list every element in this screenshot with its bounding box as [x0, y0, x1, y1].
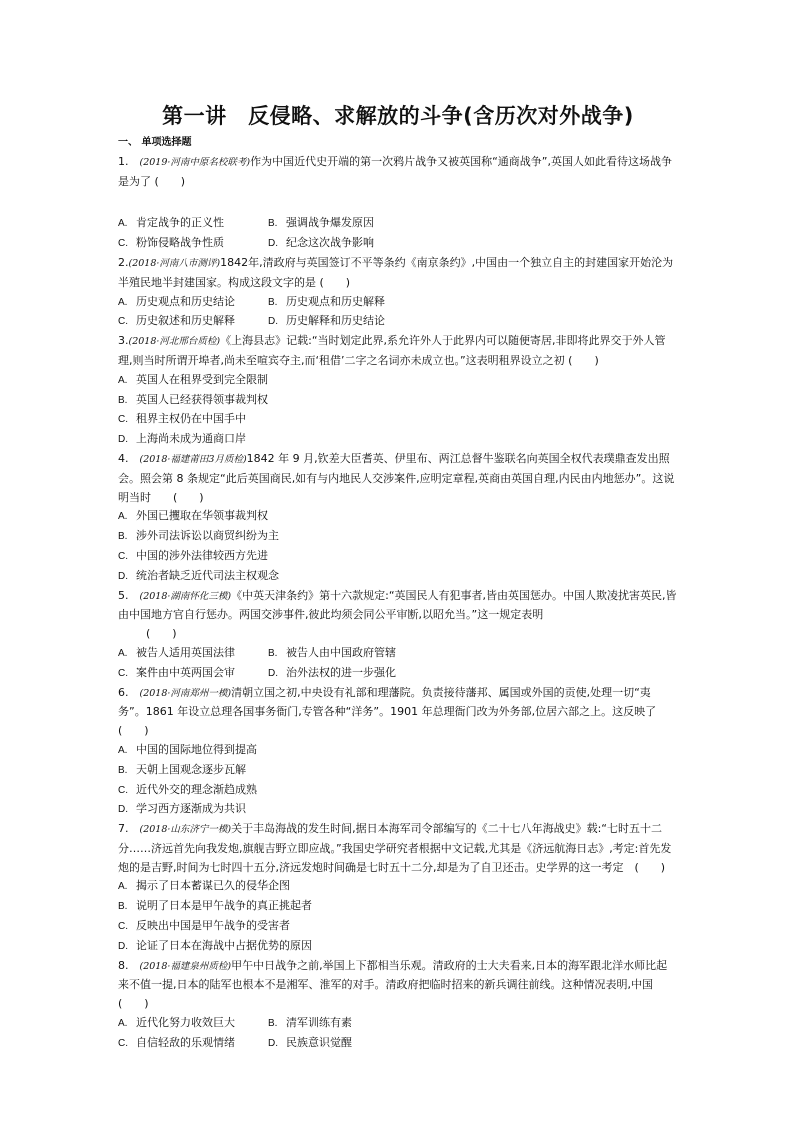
option-letter: D. [118, 434, 128, 446]
question-number: 2. [118, 255, 129, 269]
option-text: 历史叙述和历史解释 [136, 314, 235, 328]
option-letter: A. [118, 744, 128, 756]
option-row [118, 312, 678, 332]
option-row [118, 897, 678, 917]
option-text: 说明了日本是甲午战争的真正挑起者 [136, 899, 312, 913]
question-6 [118, 684, 678, 821]
option-text: 天朝上国观念逐步瓦解 [136, 762, 246, 776]
question-text: 清朝立国之初,中央设有礼部和理藩院。负责接待藩邦、属国或外国的贡使,处理一切“夷务”。1861 年设立总理各国事务衙门,专管各种“洋务”。1901 年总理衙门改为外务部,位居六部之上。这反映了 ( ) [118, 685, 668, 738]
option-letter: A. [118, 511, 128, 523]
question-stem [118, 820, 678, 877]
option-letter: D. [268, 667, 278, 679]
option-text: 英国人在租界受到完全限制 [136, 372, 268, 386]
option-letter: D. [118, 804, 128, 816]
option-letter: B. [268, 218, 278, 230]
option-text: 肯定战争的正义性 [136, 216, 224, 230]
option-text: 强调战争爆发原因 [286, 216, 374, 230]
option-row [118, 527, 678, 547]
option-text: 民族意识觉醒 [286, 1035, 352, 1049]
option-letter: C. [118, 667, 128, 679]
option-letter: C. [118, 550, 128, 562]
option-text: 揭示了日本蓄谋已久的侵华企图 [136, 879, 290, 893]
option-text: 涉外司法诉讼以商贸纠纷为主 [136, 529, 279, 543]
question-source: (2018·山东济宁一模) [139, 824, 232, 836]
option-text: 近代外交的理念渐趋成熟 [136, 782, 257, 796]
option-row [118, 781, 678, 801]
question-text: 1842 年 9 月,钦差大臣耆英、伊里布、两江总督牛鉴联名向英国全权代表璞鼎查发出照会。照会第 8 条规定“此后英国商民,如有与内地民人交涉案件,应明定章程,英商由英国自理,内民由内地惩办”。这说明当时 ( ) [118, 451, 675, 504]
option-text: 外国已攫取在华领事裁判权 [136, 509, 268, 523]
question-2 [118, 254, 678, 332]
option-text: 近代化努力收效巨大 [136, 1016, 235, 1030]
option-text: 历史解释和历史结论 [286, 314, 385, 328]
answer-bracket: ( ) [146, 627, 177, 641]
option-text: 清军训练有素 [286, 1016, 352, 1030]
option-row [118, 664, 678, 684]
option-text: 被告人由中国政府管辖 [286, 645, 396, 659]
option-letter: C. [118, 784, 128, 796]
question-source: (2018·河北邢台质检) [128, 336, 221, 348]
question-source: (2018·福建莆田3月质检) [139, 453, 247, 465]
question-number: 8. [118, 958, 129, 972]
option-letter: A. [118, 296, 128, 308]
option-row [118, 391, 678, 411]
option-text: 英国人已经获得领事裁判权 [136, 392, 268, 406]
option-row [118, 741, 678, 761]
question-text: 1842年,清政府与英国签订不平等条约《南京条约》,中国由一个独立自主的封建国家开始沦为半殖民地半封建国家。构成这段文字的是 ( ) [118, 255, 674, 289]
question-stem [118, 587, 678, 626]
question-stem [118, 153, 678, 192]
option-text: 中国的涉外法律较西方先进 [136, 548, 268, 562]
question-5 [118, 587, 678, 684]
question-number: 7. [118, 822, 129, 836]
question-source: (2019·河南中原名校联考) [139, 157, 251, 168]
question-number: 3. [118, 334, 129, 348]
question-text: 《中英天津条约》第十六款规定:“英国民人有犯事者,皆由英国惩办。中国人欺凌扰害英民,皆由中国地方官自行惩办。两国交涉事件,彼此均须会同公平审断,以昭允当。”这一规定表明 [118, 588, 677, 622]
option-letter: A. [118, 647, 128, 659]
option-row [118, 917, 678, 937]
option-text: 上海尚未成为通商口岸 [136, 432, 246, 446]
question-source: (2018·湖南怀化三模) [139, 590, 232, 602]
page-title: 第一讲 反侵略、求解放的斗争(含历次对外战争) [162, 104, 634, 128]
option-text: 纪念这次战争影响 [286, 236, 374, 250]
option-letter: B. [268, 1018, 278, 1030]
question-number: 5. [118, 588, 129, 602]
option-row [118, 877, 678, 897]
option-letter: B. [118, 764, 128, 776]
option-row [118, 1014, 678, 1034]
option-text: 被告人适用英国法律 [136, 645, 235, 659]
option-row [118, 1034, 678, 1054]
question-stem [118, 450, 678, 507]
option-letter: C. [118, 414, 128, 426]
option-row [118, 761, 678, 781]
option-text: 历史观点和历史解释 [286, 294, 385, 308]
option-letter: A. [118, 374, 128, 386]
question-3 [118, 332, 678, 450]
option-letter: B. [118, 531, 128, 543]
option-letter: C. [118, 921, 128, 933]
option-row [118, 937, 678, 957]
option-letter: C. [118, 1037, 128, 1049]
option-letter: C. [118, 316, 128, 328]
option-letter: A. [118, 1018, 128, 1030]
question-4 [118, 450, 678, 587]
question-1 [118, 153, 678, 254]
question-source: (2018·福建泉州质检) [139, 960, 232, 972]
option-row [118, 371, 678, 391]
option-letter: B. [118, 394, 128, 406]
section-heading: 一、 单项选择题 [118, 137, 192, 148]
option-letter: D. [268, 1037, 278, 1049]
option-row [118, 410, 678, 430]
option-letter: C. [118, 238, 128, 250]
question-stem [118, 254, 678, 293]
question-8 [118, 957, 678, 1054]
option-letter: D. [118, 940, 128, 952]
option-letter: D. [268, 316, 278, 328]
option-text: 论证了日本在海战中占据优势的原因 [136, 938, 312, 952]
option-text: 学习西方逐渐成为共识 [136, 802, 246, 816]
question-number: 1. [118, 155, 129, 168]
option-text: 治外法权的进一步强化 [286, 665, 396, 679]
option-letter: A. [118, 881, 128, 893]
option-row [118, 507, 678, 527]
option-text: 反映出中国是甲午战争的受害者 [136, 919, 290, 933]
option-row [118, 547, 678, 567]
option-row [118, 644, 678, 664]
question-text: 作为中国近代史开端的第一次鸦片战争又被英国称“通商战争”,英国人如此看待这场战争是为了 ( ) [118, 155, 673, 188]
question-text: 《上海县志》记载:“当时划定此界,系允许外人于此界内可以随便寄居,非即将此界交于外人管理,则当时所谓开埠者,尚未至喧宾夺主,而‘租借’二字之名词亦未成立也。”这表明租界设立之初 ( ) [118, 334, 666, 367]
option-letter: D. [118, 570, 128, 582]
option-letter: B. [268, 296, 278, 308]
question-source: (2018·河南郑州一模) [139, 687, 232, 699]
option-text: 案件由中英两国会审 [136, 665, 235, 679]
option-row [118, 214, 678, 234]
question-stem [118, 332, 678, 371]
option-letter: B. [268, 647, 278, 659]
option-row [118, 567, 678, 587]
question-stem [118, 684, 678, 741]
option-row [118, 234, 678, 254]
question-text: 甲午中日战争之前,举国上下都相当乐观。清政府的士大夫看来,日本的海军跟北洋水师比起来不值一提,日本的陆军也根本不是湘军、淮军的对手。清政府把临时招来的新兵调往前线。这种情况表明,中国 ( ) [118, 958, 668, 1011]
question-text: 关于丰岛海战的发生时间,据日本海军司令部编写的《二十七八年海战史》载:“七时五十二分……济远首先向我发炮,旗舰吉野立即应战。”我国史学研究者根据中文记载,尤其是《济远航海日志》,考定:首先发炮的是吉野,时间为七时四十五分,济远发炮时间确是七时五十二分,却是为了自卫还击。史学界的这一考定 ( ) [118, 822, 672, 874]
option-text: 中国的国际地位得到提高 [136, 742, 257, 756]
option-letter: D. [268, 238, 278, 250]
option-text: 粉饰侵略战争性质 [136, 236, 224, 250]
question-7 [118, 820, 678, 957]
question-number: 6. [118, 685, 129, 699]
question-stem [118, 957, 678, 1014]
question-source: (2018·河南八市测评) [128, 257, 221, 269]
option-row [118, 800, 678, 820]
option-row [118, 293, 678, 313]
option-text: 租界主权仍在中国手中 [136, 412, 246, 426]
document-page [118, 100, 678, 1054]
option-letter: B. [118, 901, 128, 913]
question-number: 4. [118, 451, 129, 465]
option-letter: A. [118, 218, 128, 230]
option-text: 统治者缺乏近代司法主权观念 [136, 568, 279, 582]
option-text: 历史观点和历史结论 [136, 294, 235, 308]
option-text: 自信轻敌的乐观情绪 [136, 1035, 235, 1049]
option-row [118, 430, 678, 450]
